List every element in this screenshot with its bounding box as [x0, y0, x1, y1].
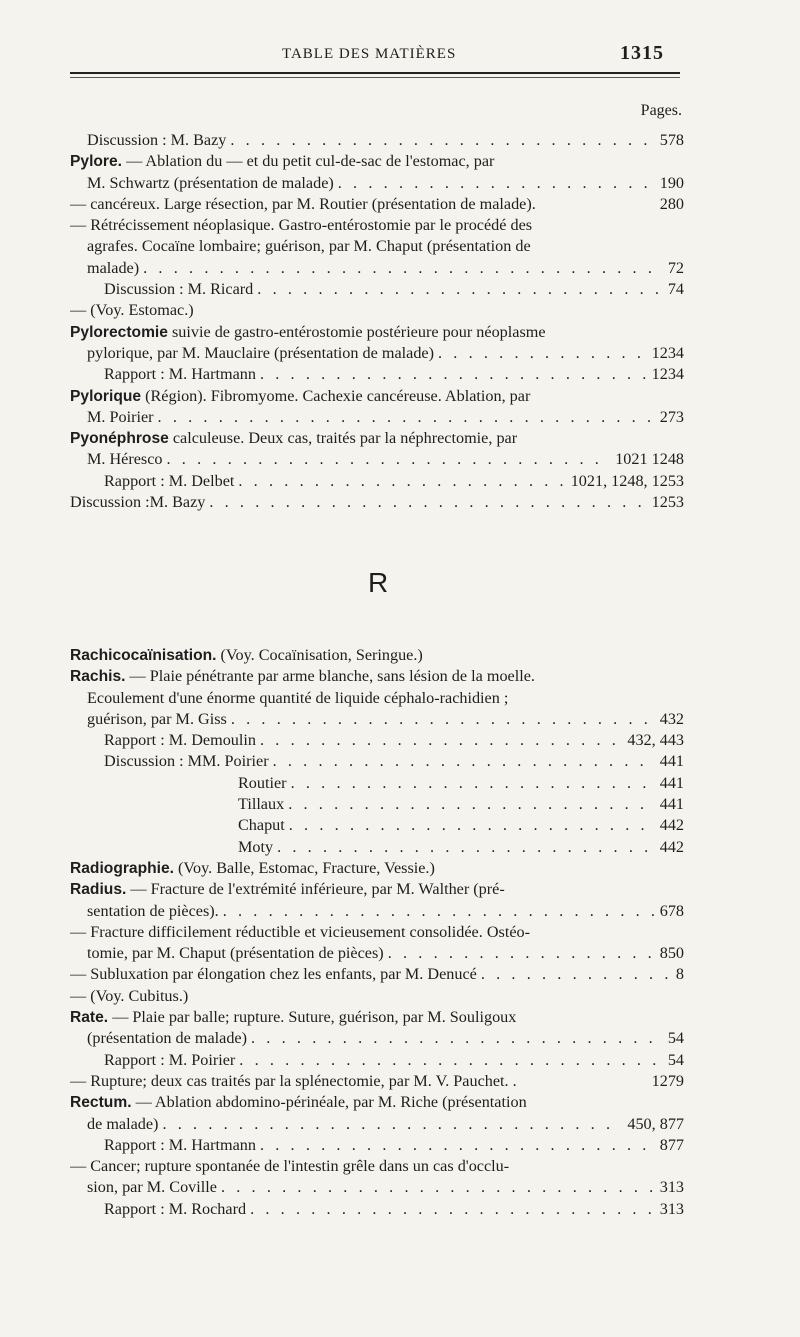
entry-body: guérison, par M. Giss: [87, 709, 227, 728]
entry-body: suivie de gastro-entérostomie postérieure pour néoplasme: [167, 322, 546, 341]
entry-keyword: Radiographie.: [70, 859, 174, 877]
dot-leader: [285, 815, 654, 836]
dot-leader: [284, 794, 654, 815]
index-entry: [70, 173, 684, 194]
index-entry: [70, 1156, 684, 1177]
entry-body: Ecoulement d'une énorme quantité de liquide céphalo-rachidien ;: [87, 688, 509, 707]
entry-text: [70, 964, 477, 985]
entry-body: — cancéreux. Large résection, par M. Routier (présentation de malade).: [70, 194, 536, 213]
running-header-title: TABLE DES MATIÈRES: [282, 46, 457, 62]
entry-text: [70, 1092, 684, 1113]
entry-page-ref: 850: [659, 944, 684, 963]
entry-text: [70, 194, 654, 215]
entry-body: sion, par M. Coville: [87, 1178, 217, 1197]
entry-body: Rapport : M. Rochard: [104, 1199, 247, 1218]
entry-text: [70, 322, 684, 343]
entry-text: [70, 666, 684, 687]
entry-page-ref: 877: [659, 1135, 684, 1154]
entry-keyword: Rachicocaïnisation.: [70, 647, 217, 664]
dot-leader: [234, 471, 564, 492]
entry-page-ref: 54: [667, 1050, 684, 1069]
dot-leader: [205, 492, 645, 513]
entry-text: [87, 901, 219, 922]
index-block-p: [70, 130, 684, 513]
dot-leader: [247, 1028, 662, 1049]
dot-leader: [139, 258, 662, 279]
entry-page-ref: 190: [659, 173, 684, 192]
entry-body: M. Héresco: [87, 450, 163, 469]
entry-page-ref: 578: [659, 131, 684, 149]
entry-body: Rapport : M. Demoulin: [104, 731, 256, 750]
entry-body: — (Voy. Estomac.): [70, 301, 194, 320]
index-entry: [70, 407, 684, 428]
entry-text: [104, 279, 253, 300]
page-number: 1315: [620, 42, 664, 64]
entry-text: [238, 837, 273, 858]
entry-page-ref: 1234: [651, 365, 684, 384]
index-entry: [70, 709, 684, 730]
entry-text: [104, 751, 269, 772]
entry-body: — Fracture de l'extrémité inférieure, par M. Walther (pré-: [126, 880, 505, 899]
dot-leader: [246, 1199, 654, 1220]
entry-text: [70, 1156, 684, 1177]
dot-leader: [384, 943, 654, 964]
entry-body: M. Schwartz (présentation de malade): [87, 173, 334, 192]
entry-body: Discussion : MM. Poirier: [104, 752, 269, 771]
entry-body: Tillaux: [238, 795, 285, 814]
index-entry: [70, 688, 684, 709]
index-entry: [70, 837, 684, 858]
entry-body: de malade): [87, 1114, 159, 1133]
index-entry: [70, 1199, 684, 1220]
entry-text: [104, 730, 256, 751]
entry-body: Rapport : M. Hartmann: [104, 365, 256, 384]
index-entry: [70, 773, 684, 794]
dot-leader: [256, 364, 646, 385]
entry-body: tomie, par M. Chaput (présentation de pièces): [87, 944, 384, 963]
entry-body: — Rétrécissement néoplasique. Gastro-entérostomie par le procédé des: [70, 216, 533, 235]
entry-text: [87, 1177, 217, 1198]
index-entry: [70, 1114, 684, 1135]
entry-body: Discussion : M. Ricard: [104, 280, 254, 299]
entry-text: [70, 879, 684, 900]
index-entry: [70, 386, 684, 407]
entry-text: [87, 449, 163, 470]
entry-page-ref: 273: [659, 407, 684, 426]
index-entry: [70, 215, 684, 236]
entry-body: Rapport : M. Hartmann: [104, 1135, 256, 1154]
index-entry: [70, 1050, 684, 1071]
entry-body: — Plaie pénétrante par arme blanche, sans lésion de la moelle.: [125, 667, 535, 686]
entry-body: — Ablation du — et du petit cul-de-sac de l'estomac, par: [122, 152, 495, 171]
index-entry: [70, 449, 684, 470]
entry-body: (Région). Fibromyome. Cachexie cancéreuse. Ablation, par: [141, 386, 531, 405]
entry-keyword: Pyonéphrose: [70, 430, 169, 448]
index-entry: [70, 964, 684, 985]
index-entry: [70, 1177, 684, 1198]
entry-body: M. Poirier: [87, 407, 154, 426]
index-entry: [70, 922, 684, 943]
index-entry: [70, 428, 684, 449]
index-entry: [70, 471, 684, 492]
dot-leader: [256, 1135, 654, 1156]
entry-page-ref: 1021 1248: [615, 450, 684, 469]
index-entry: [70, 279, 684, 300]
entry-text: [104, 471, 234, 492]
index-entry: [70, 300, 684, 321]
index-entry: [70, 258, 684, 279]
entry-keyword: Pylorectomie: [70, 323, 168, 341]
index-entry: [70, 730, 684, 751]
section-letter: R: [368, 567, 389, 598]
entry-body: Rapport : M. Delbet: [104, 471, 235, 490]
index-entry: [70, 901, 684, 922]
entry-body: Chaput: [238, 816, 285, 835]
index-entry: [70, 645, 684, 666]
entry-body: pylorique, par M. Mauclaire (présentation de malade): [87, 343, 434, 362]
dot-leader: [273, 837, 654, 858]
index-entry: [70, 815, 684, 836]
index-entry: [70, 492, 684, 513]
entry-page-ref: 441: [659, 795, 684, 814]
dot-leader: [477, 964, 670, 985]
entry-body: — Cancer; rupture spontanée de l'intestin grêle dans un cas d'occlu-: [70, 1157, 510, 1176]
entry-text: [70, 858, 684, 879]
index-entry: [70, 236, 684, 257]
entry-text: [70, 922, 684, 943]
entry-page-ref: 1253: [651, 493, 684, 512]
index-entry: [70, 1028, 684, 1049]
entry-keyword: Pylorique: [70, 387, 142, 405]
entry-body: (Voy. Balle, Estomac, Fracture, Vessie.): [173, 858, 435, 877]
entry-page-ref: 678: [659, 901, 684, 920]
entry-text: [87, 407, 154, 428]
dot-leader: [226, 130, 653, 151]
entry-page-ref: 1021, 1248, 1253: [570, 471, 684, 490]
entry-page-ref: 432, 443: [627, 731, 684, 750]
index-entry: [70, 1071, 684, 1092]
entry-page-ref: 280: [659, 194, 684, 213]
entry-page-ref: 74: [667, 280, 684, 299]
entry-page-ref: 442: [659, 837, 684, 856]
index-entry: [70, 1135, 684, 1156]
index-entry: [70, 879, 684, 900]
entry-body: — Rupture; deux cas traités par la splénectomie, par M. V. Pauchet. .: [70, 1071, 517, 1090]
entry-text: [70, 1007, 684, 1028]
entry-text: [70, 492, 205, 513]
entry-text: [70, 215, 684, 236]
entry-page-ref: 1234: [651, 343, 684, 362]
dot-leader: [154, 407, 654, 428]
entry-keyword: Rachis.: [70, 668, 126, 686]
dot-leader: [235, 1050, 662, 1071]
index-entry: [70, 943, 684, 964]
entry-keyword: Radius.: [70, 881, 127, 899]
entry-body: malade): [87, 258, 140, 277]
entry-page-ref: 72: [667, 258, 684, 277]
entry-body: Discussion :M. Bazy: [70, 493, 206, 512]
entry-keyword: Pylore.: [70, 153, 123, 171]
entry-body: — Subluxation par élongation chez les enfants, par M. Denucé: [70, 965, 477, 984]
entry-text: [70, 386, 684, 407]
entry-text: [238, 794, 284, 815]
index-entry: [70, 794, 684, 815]
entry-page-ref: 441: [659, 752, 684, 771]
entry-body: agrafes. Cocaïne lombaire; guérison, par M. Chaput (présentation de: [87, 237, 531, 256]
entry-page-ref: 54: [667, 1029, 684, 1048]
dot-leader: [163, 449, 610, 470]
dot-leader: [217, 1177, 654, 1198]
dot-leader: [434, 343, 646, 364]
dot-leader: [256, 730, 621, 751]
entry-text: [70, 300, 684, 321]
entry-page-ref: 441: [659, 773, 684, 792]
header-rule-thin: [70, 77, 680, 78]
entry-body: calculeuse. Deux cas, traités par la néphrectomie, par: [168, 429, 518, 448]
index-entry: [70, 751, 684, 772]
entry-text: [70, 986, 684, 1007]
entry-text: [238, 773, 287, 794]
dot-leader: [158, 1114, 621, 1135]
index-entry: [70, 1092, 684, 1113]
pages-column-label: Pages.: [640, 102, 682, 119]
entry-text: [87, 236, 684, 257]
entry-body: (présentation de malade): [87, 1029, 248, 1048]
entry-keyword: Rate.: [70, 1009, 109, 1027]
index-entry: [70, 322, 684, 343]
entry-body: (Voy. Cocaïnisation, Seringue.): [216, 646, 423, 664]
entry-text: [104, 1199, 246, 1220]
entry-text: [87, 258, 139, 279]
dot-leader: [287, 773, 654, 794]
entry-text: [87, 173, 334, 194]
index-entry: [70, 194, 684, 215]
index-entry: [70, 986, 684, 1007]
entry-text: [87, 1028, 247, 1049]
entry-text: [70, 428, 684, 449]
entry-body: — (Voy. Cubitus.): [70, 986, 189, 1005]
index-entry: [70, 151, 684, 172]
entry-body: Moty: [238, 837, 274, 856]
entry-text: [87, 130, 226, 151]
entry-body: — Ablation abdomino-périnéale, par M. Riche (présentation: [131, 1093, 527, 1112]
entry-text: [238, 815, 285, 836]
entry-body: Rapport : M. Poirier: [104, 1050, 236, 1069]
entry-text: [87, 709, 227, 730]
dot-leader: [227, 709, 654, 730]
entry-page-ref: 450, 877: [627, 1114, 684, 1133]
entry-body: sentation de pièces).: [87, 901, 219, 920]
index-entry: [70, 1007, 684, 1028]
entry-text: [87, 1114, 158, 1135]
entry-page-ref: 432: [659, 709, 684, 728]
entry-text: [87, 688, 684, 709]
entry-page-ref: 313: [659, 1178, 684, 1197]
index-entry: [70, 130, 684, 151]
index-entry: [70, 364, 684, 385]
index-entry: [70, 666, 684, 687]
entry-page-ref: 8: [675, 965, 684, 984]
entry-body: — Fracture difficilement réductible et vicieusement consolidée. Ostéo-: [70, 922, 530, 941]
entry-body: Routier: [238, 773, 287, 792]
entry-body: — Plaie par balle; rupture. Suture, guérison, par M. Souligoux: [108, 1008, 517, 1027]
entry-keyword: Rectum.: [70, 1094, 132, 1112]
dot-leader: [334, 173, 654, 194]
header-rule-thick: [70, 72, 680, 74]
dot-leader: [253, 279, 662, 300]
entry-text: [70, 151, 684, 172]
index-entry: [70, 858, 684, 879]
entry-page-ref: 313: [659, 1199, 684, 1218]
entry-text: [87, 343, 434, 364]
index-entry: [70, 343, 684, 364]
dot-leader: [219, 901, 654, 922]
entry-text: [104, 1135, 256, 1156]
entry-text: [70, 1071, 646, 1092]
entry-text: [87, 943, 384, 964]
index-block-r: [70, 645, 684, 1220]
entry-body: Discussion : M. Bazy: [87, 131, 227, 149]
entry-page-ref: 1279: [651, 1071, 684, 1090]
dot-leader: [269, 751, 654, 772]
entry-text: [70, 645, 684, 666]
entry-page-ref: 442: [659, 816, 684, 835]
entry-text: [104, 364, 256, 385]
entry-text: [104, 1050, 235, 1071]
